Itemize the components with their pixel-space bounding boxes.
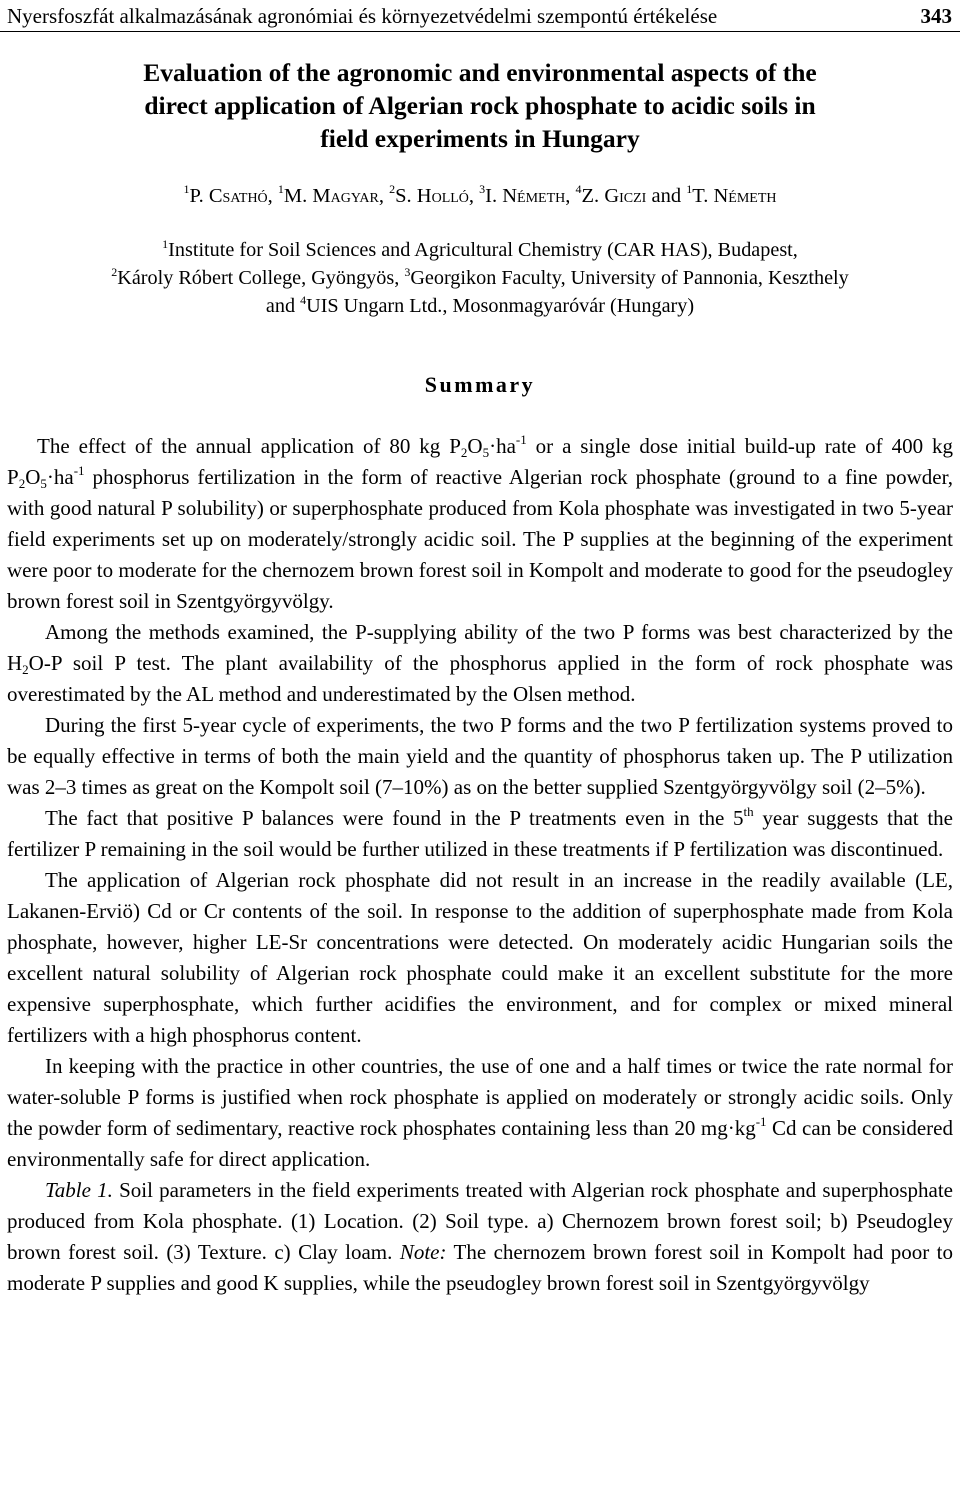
- affiliation-line: [0, 264, 960, 292]
- author-surname: Németh: [713, 185, 777, 207]
- author-conjunction: and: [646, 185, 687, 207]
- author-list: $^1$P. Csathó, $^1$M. Magyar, $^2$S. Holló, $^3$I. Németh, $^4$Z. Giczi and $^1$T. Németh: [183, 182, 777, 207]
- affiliations: [0, 236, 960, 320]
- affiliation-line: [0, 236, 960, 264]
- paragraph-text: The effect of the annual application of 80 kg P: [37, 434, 461, 458]
- affiliation-marker: 1: [162, 237, 169, 251]
- note-label: Note:: [399, 1240, 447, 1264]
- author-surname: Holló: [416, 185, 469, 207]
- subscript: 2: [18, 476, 26, 491]
- running-title: Nyersfoszfát alkalmazásának agronómiai és környezetvédelmi szempontú értékelése: [7, 3, 718, 28]
- paragraph-text: The fact that positive P balances were found in the P treatments even in the 5: [45, 806, 744, 830]
- table-label: Table 1.: [45, 1178, 113, 1202]
- author-initial: S.: [395, 185, 417, 207]
- affiliation-marker: 4: [300, 293, 307, 307]
- affiliation-line: [0, 292, 960, 320]
- title-line: field experiments in Hungary: [320, 124, 640, 153]
- author-initial: I.: [485, 185, 503, 207]
- author-surname: Giczi: [604, 185, 647, 207]
- summary-paragraph: The application of Algerian rock phosphate did not result in an increase in the readily available (LE, Lakanen-Erviö) Cd or Cr contents of the soil. In response to the addition of superphosphate made from Kola phosphate, however, higher LE-Sr concentrations were detected. On moderately acidic Hungarian soils the excellent natural solubility of Algerian rock phosphate could make it an excellent substitute for the more expensive superphosphate, which further acidifies the environment, and for complex or mixed mineral fertilizers with a high phosphorus content.: [7, 868, 953, 1047]
- affiliation-conjunction: and: [265, 295, 301, 317]
- subscript: 2: [460, 445, 468, 460]
- paragraph-text: O: [467, 434, 483, 458]
- summary-paragraph: During the first 5-year cycle of experiments, the two P forms and the two P fertilization systems proved to be equally effective in terms of both the main yield and the quantity of phosphorus taken up. The P utilization was 2–3 times as great on the Kompolt soil (7–10%) as on the better supplied Szentgyörgyvölgy soil (2–5%).: [7, 713, 953, 799]
- affiliation-text: UIS Ungarn Ltd., Mosonmagyaróvár (Hungary): [306, 295, 695, 317]
- subscript: 5: [40, 476, 47, 491]
- paragraph-text: In keeping with the practice in other countries, the use of one and a half times or twice the rate normal for water-soluble P forms is justified when rock phosphate is applied on moderately or strongly acidic soils. Only the powder form of sedimentary, reactive rock phosphates containing less than 20 mg·kg: [7, 1054, 953, 1140]
- paragraph-text: or a single dose initial build-up rate of 400 kg P: [7, 434, 953, 489]
- affiliation-marker: 3: [404, 265, 411, 279]
- affiliation-text: Károly Róbert College, Gyöngyös,: [117, 267, 405, 289]
- paragraph-text: phosphorus fertilization in the form of reactive Algerian rock phosphate (ground to a fine powder, with good natural P solubility) or superphosphate produced from Kola phosphate was investigated in two 5-year field experiments set up on moderately/strongly acidic soil. The P supplies at the beginning of the experiment were poor to moderate for the chernozem brown forest soil in Kompolt and moderate to good for the pseudogley brown forest soil in Szentgyörgyvölgy.: [7, 465, 953, 613]
- author-affil-marker: 3: [479, 182, 486, 196]
- superscript: th: [743, 804, 754, 819]
- paragraph-text: ·ha: [46, 465, 74, 489]
- paragraph-text: year suggests that the fertilizer P remaining in the soil would be further utilized in these treatments if P fertilization was discontinued.: [7, 806, 954, 861]
- subscript: 2: [22, 662, 29, 677]
- title-line: Evaluation of the agronomic and environmental aspects of the: [143, 58, 817, 87]
- author-initial: Z.: [581, 185, 605, 207]
- paragraph-text: O-P soil P test. The plant availability of the phosphorus applied in the form of rock phosphate was overestimated by the AL method and underestimated by the Olsen method.: [7, 651, 953, 706]
- page-number: 343: [920, 3, 952, 28]
- superscript: -1: [73, 463, 85, 478]
- header-rule: [0, 31, 960, 32]
- paragraph-text: Among the methods examined, the P-supplying ability of the two P forms was best characterized by the H: [7, 620, 953, 675]
- paragraph-text: ·ha: [489, 434, 516, 458]
- caption-text: Soil parameters in the field experiments treated with Algerian rock phosphate and superphosphate produced from Kola phosphate. (1) Location. (2) Soil type. a) Chernozem brown forest soil; b) Pseudogley brown forest soil. (3) Texture. c) Clay loam.: [7, 1178, 953, 1264]
- superscript: -1: [755, 1114, 767, 1129]
- affiliation-marker: 2: [111, 265, 118, 279]
- author-initial: P.: [189, 185, 209, 207]
- summary-body: [7, 431, 953, 1299]
- author-affil-marker: 1: [686, 182, 693, 196]
- author-surname: Magyar: [312, 185, 379, 207]
- summary-heading: Summary: [424, 372, 536, 397]
- summary-paragraph: [7, 1051, 953, 1175]
- author-affil-marker: 4: [575, 182, 582, 196]
- author-surname: Csathó: [208, 185, 268, 207]
- table-caption: [7, 1175, 953, 1299]
- affiliation-text: Institute for Soil Sciences and Agricultural Chemistry (CAR HAS), Budapest,: [168, 239, 798, 261]
- author-affil-marker: 1: [277, 182, 284, 196]
- summary-paragraph: [7, 431, 953, 617]
- author-affil-marker: 1: [183, 182, 190, 196]
- summary-paragraph: [7, 803, 953, 865]
- author-surname: Németh: [502, 185, 566, 207]
- subscript: 5: [482, 445, 490, 460]
- title-line: direct application of Algerian rock phosphate to acidic soils in: [144, 91, 816, 120]
- author-initial: T.: [692, 185, 714, 207]
- running-header: [7, 2, 952, 30]
- caption-text: The chernozem brown forest soil in Kompolt had poor to moderate P supplies and good K supplies, while the pseudogley brown forest soil in Szentgyörgyvölgy: [7, 1240, 953, 1295]
- affiliation-text: Georgikon Faculty, University of Pannonia, Keszthely: [410, 267, 849, 289]
- author-initial: M.: [283, 185, 313, 207]
- paragraph-text: Cd can be considered environmentally safe for direct application.: [7, 1116, 953, 1171]
- paragraph-text: O: [25, 465, 41, 489]
- superscript: -1: [515, 432, 527, 447]
- author-affil-marker: 2: [389, 182, 396, 196]
- summary-paragraph: [7, 617, 953, 710]
- article-title: [60, 56, 900, 155]
